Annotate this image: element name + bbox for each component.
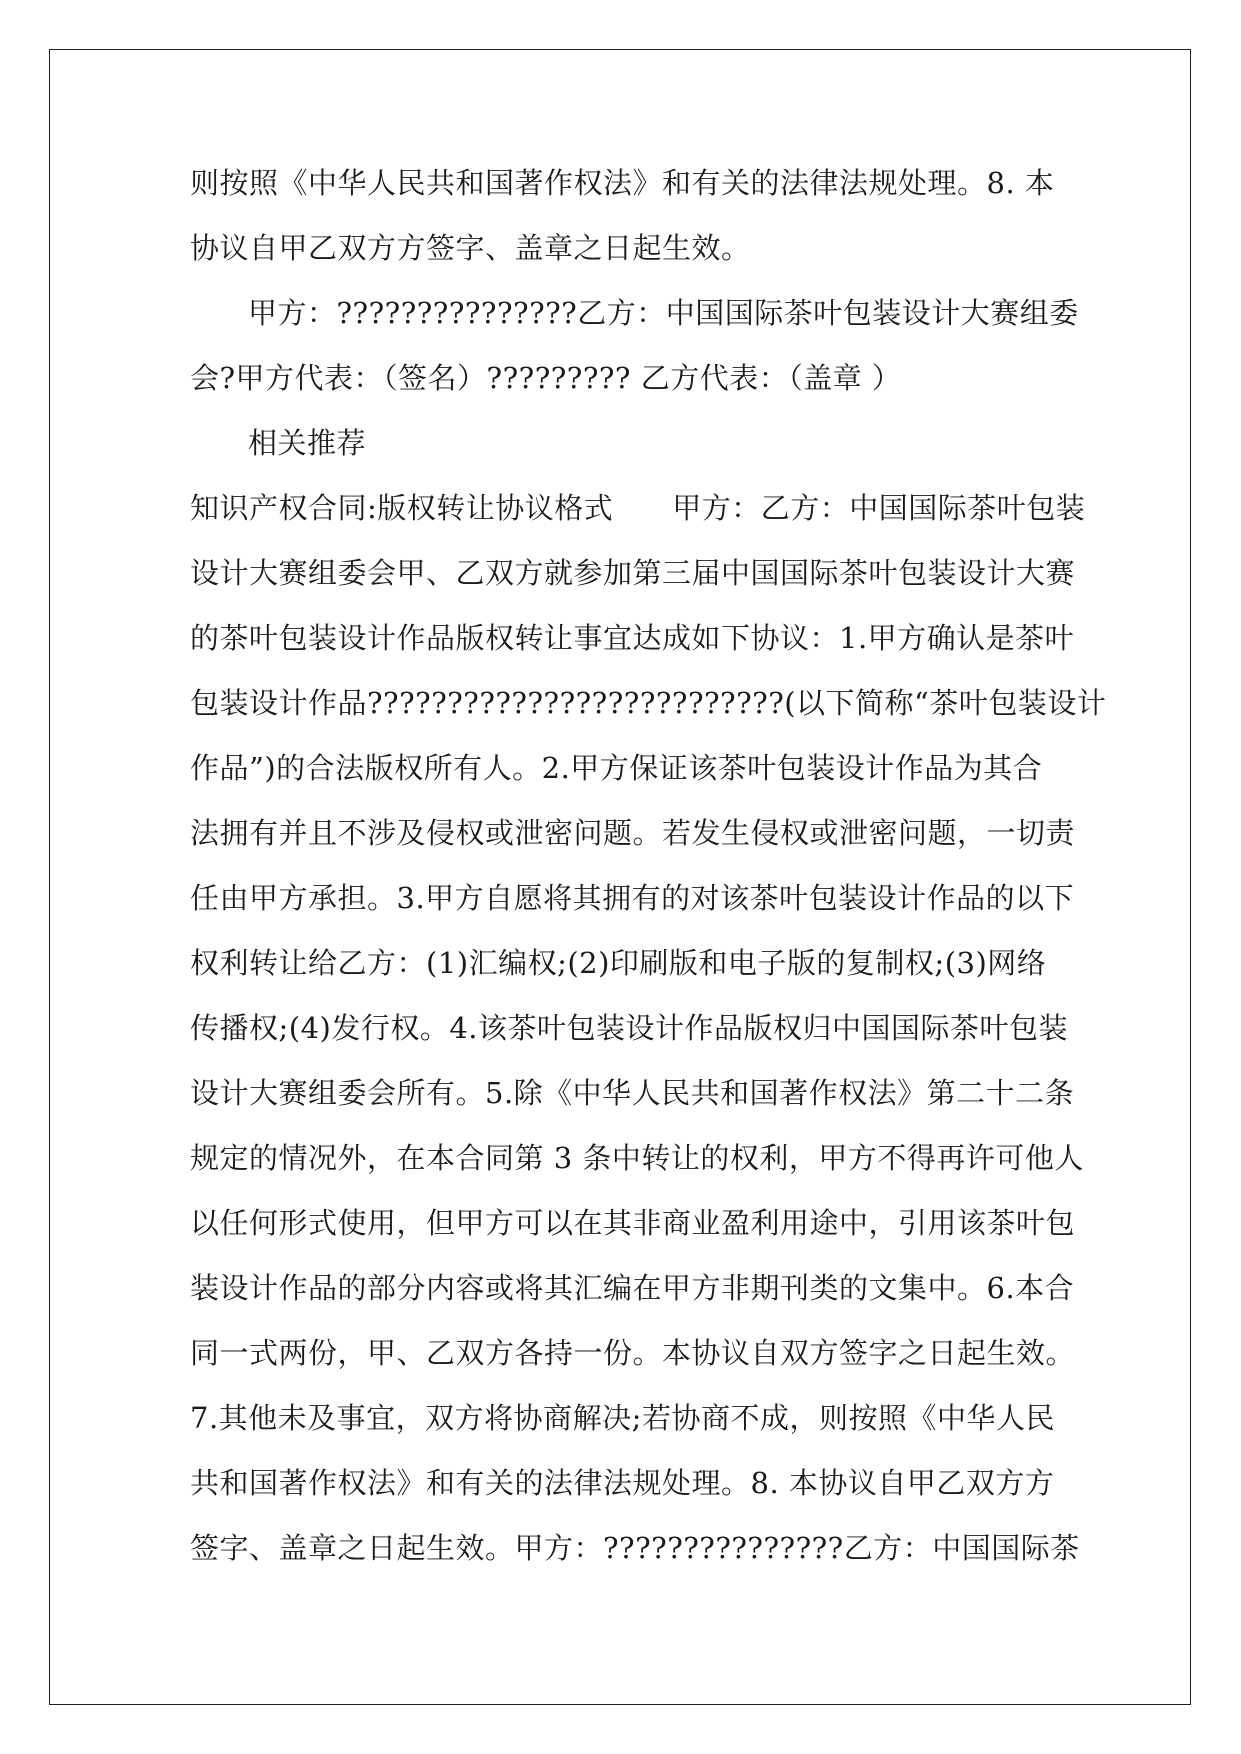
text-line: 传播权;(4)发行权。4.该茶叶包装设计作品版权归中国国际茶叶包装 bbox=[190, 1011, 1069, 1045]
text-line: 以任何形式使用，但甲方可以在其非商业盈利用途中，引用该茶叶包 bbox=[190, 1206, 1076, 1240]
text-line: 同一式两份，甲、乙双方各持一份。本协议自双方签字之日起生效。 bbox=[190, 1336, 1076, 1370]
text-line: 权利转让给乙方：(1)汇编权;(2)印刷版和电子版的复制权;(3)网络 bbox=[190, 946, 1047, 980]
text-line: 规定的情况外，在本合同第 3 条中转让的权利，甲方不得再许可他人 bbox=[190, 1141, 1084, 1175]
text-line: 协议自甲乙双方方签字、盖章之日起生效。 bbox=[190, 231, 751, 265]
signature-line-party-a: 甲方：???????????????乙方：中国国际茶叶包装设计大赛组委 bbox=[248, 296, 1079, 330]
text-line: 作品”)的合法版权所有人。2.甲方保证该茶叶包装设计作品为其合 bbox=[190, 751, 1043, 785]
text-line: 则按照《中华人民共和国著作权法》和有关的法律法规处理。8. 本 bbox=[190, 166, 1055, 200]
signature-line-representatives: 会?甲方代表：（签名）????????? 乙方代表：（盖章 ） bbox=[190, 361, 902, 395]
text-line: 知识产权合同:版权转让协议格式 甲方：乙方：中国国际茶叶包装 bbox=[190, 491, 1086, 525]
text-line: 7.其他未及事宜，双方将协商解决;若协商不成，则按照《中华人民 bbox=[190, 1401, 1055, 1435]
text-line: 包装设计作品??????????????????????????(以下简称“茶叶包装设计 bbox=[190, 686, 1107, 720]
text-line: 法拥有并且不涉及侵权或泄密问题。若发生侵权或泄密问题，一切责 bbox=[190, 816, 1076, 850]
section-heading-related: 相关推荐 bbox=[248, 426, 367, 460]
text-line: 签字、盖章之日起生效。甲方：???????????????乙方：中国国际茶 bbox=[190, 1531, 1080, 1565]
text-line: 设计大赛组委会所有。5.除《中华人民共和国著作权法》第二十二条 bbox=[190, 1076, 1075, 1110]
text-line: 任由甲方承担。3.甲方自愿将其拥有的对该茶叶包装设计作品的以下 bbox=[190, 881, 1075, 915]
text-line: 共和国著作权法》和有关的法律法规处理。8. 本协议自甲乙双方方 bbox=[190, 1466, 1055, 1500]
text-line: 的茶叶包装设计作品版权转让事宜达成如下协议：1.甲方确认是茶叶 bbox=[190, 621, 1075, 655]
document-body bbox=[190, 151, 1107, 1581]
text-line: 设计大赛组委会甲、乙双方就参加第三届中国国际茶叶包装设计大赛 bbox=[190, 556, 1076, 590]
text-line: 装设计作品的部分内容或将其汇编在甲方非期刊类的文集中。6.本合 bbox=[190, 1271, 1075, 1305]
